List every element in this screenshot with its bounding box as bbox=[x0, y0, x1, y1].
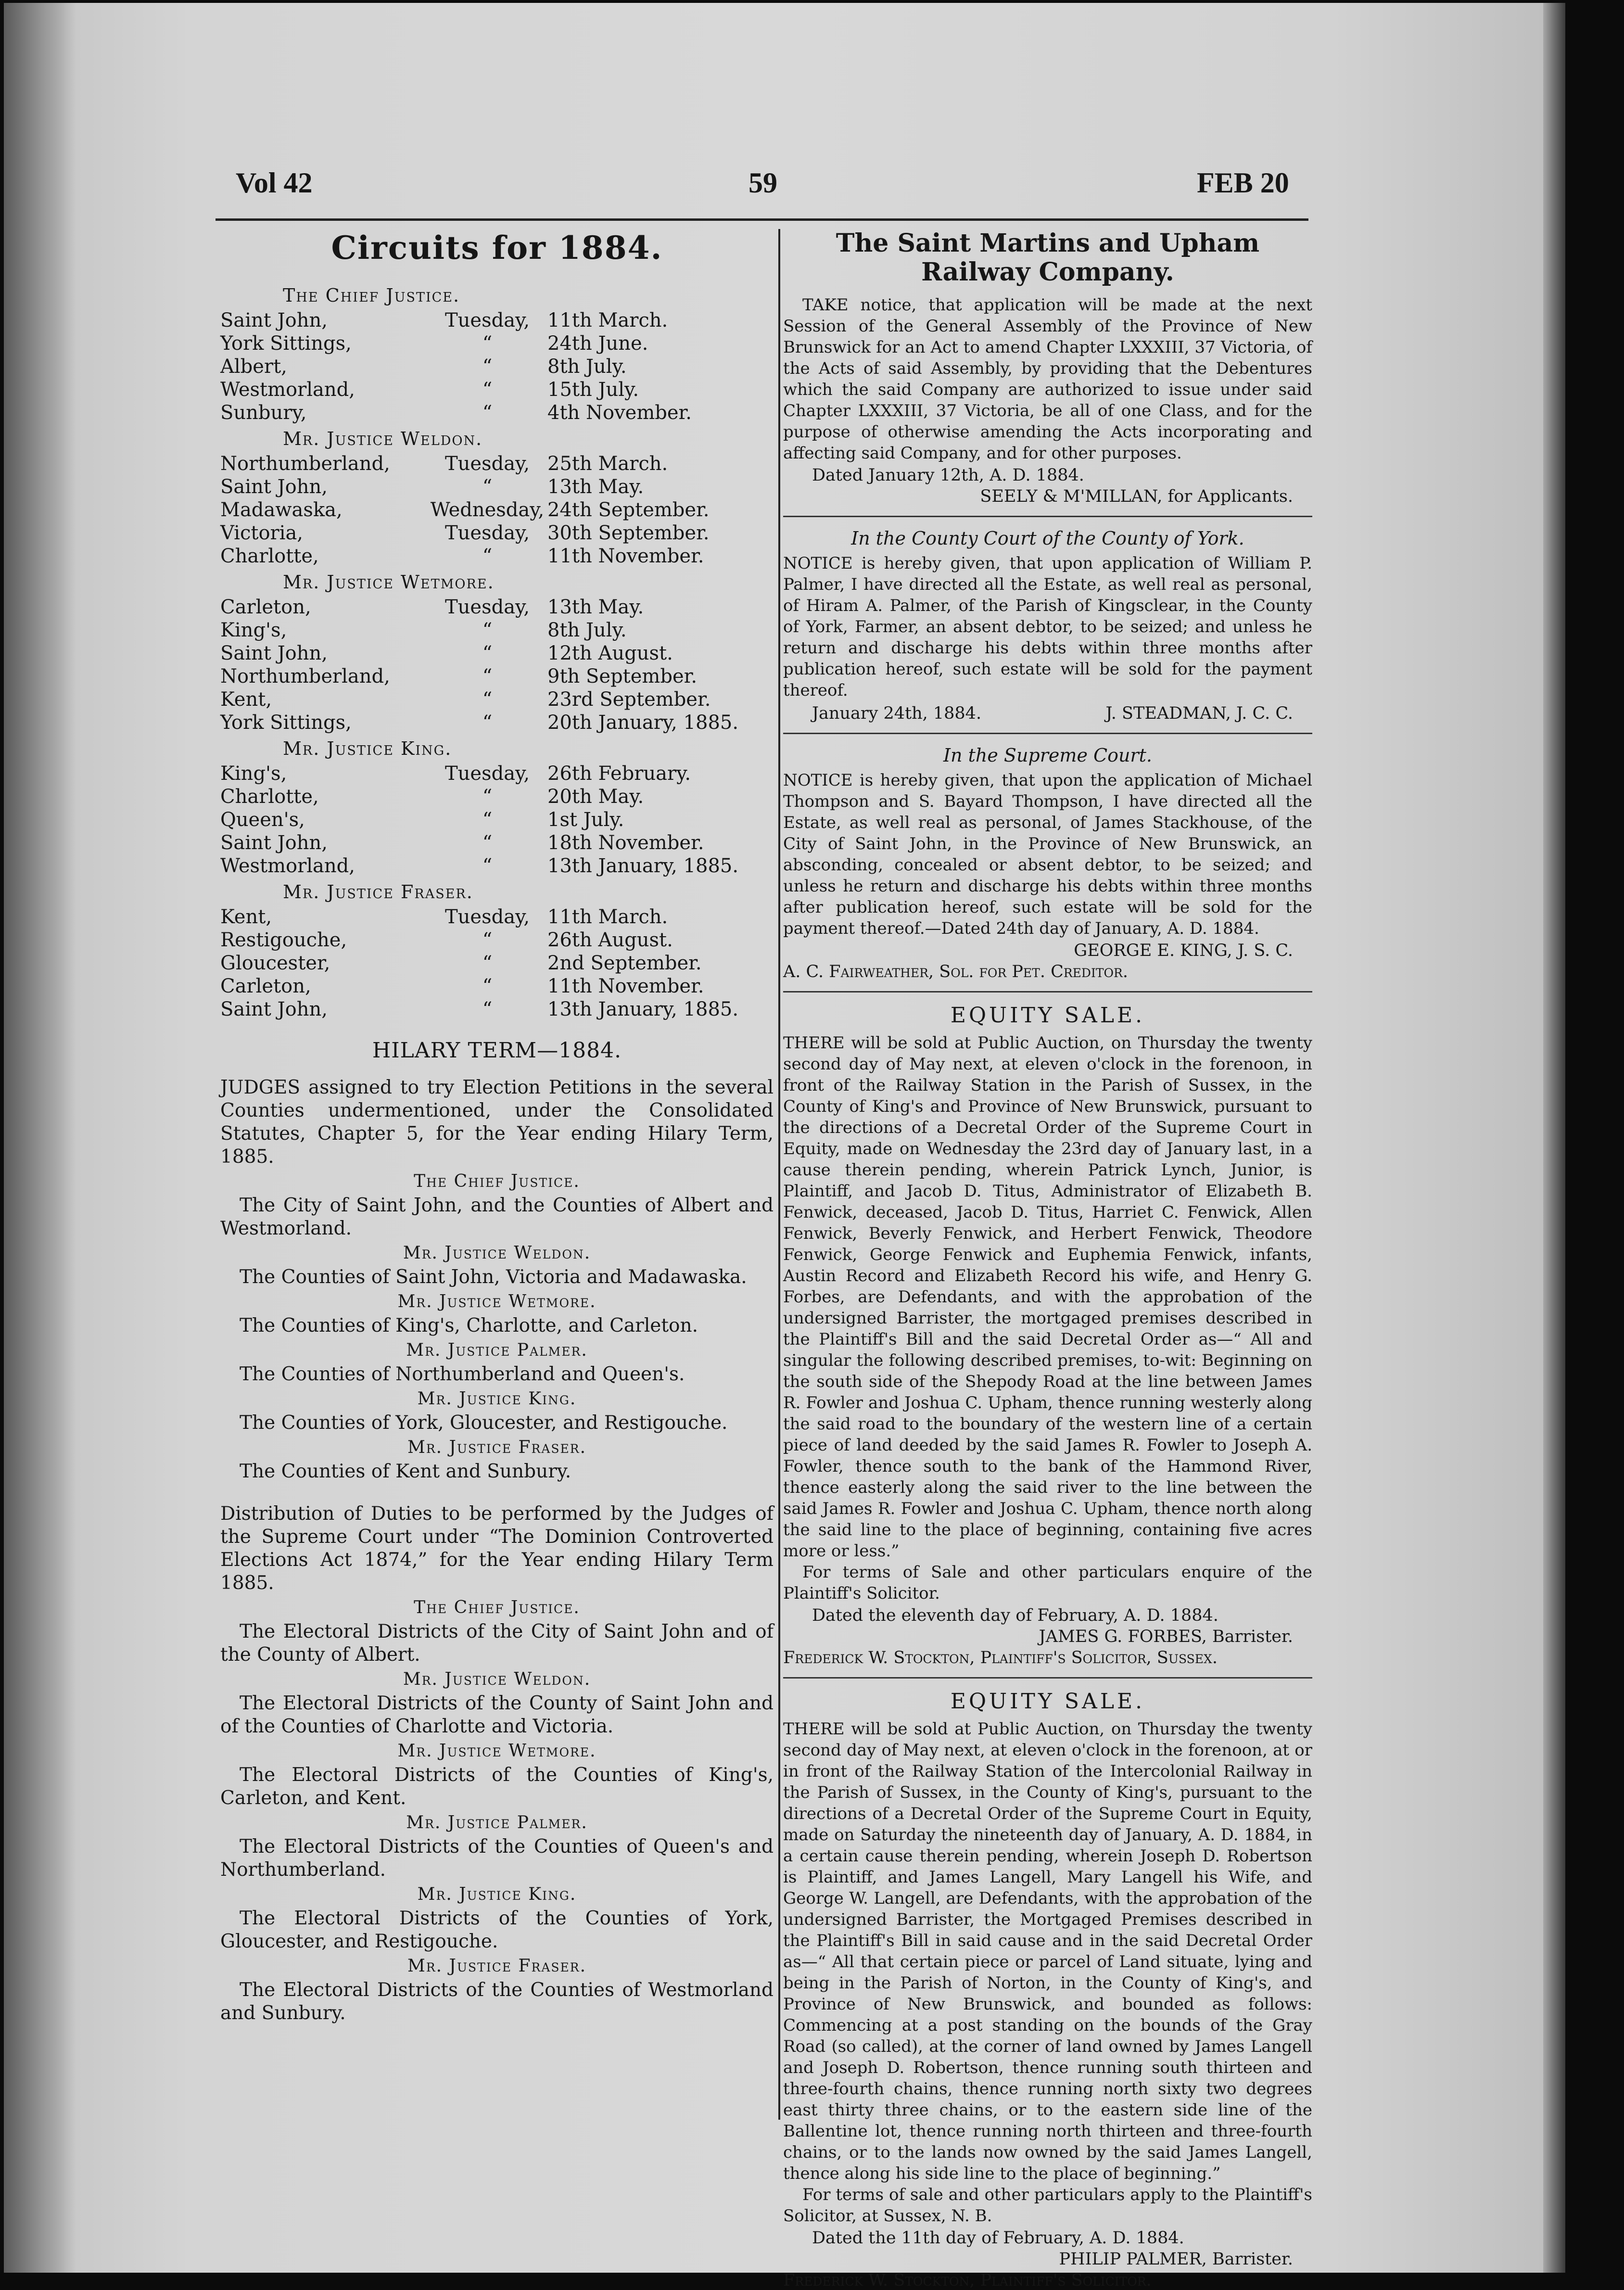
circuit-date: 4th November. bbox=[547, 402, 692, 424]
judge-heading: Mr. Justice Wetmore. bbox=[397, 1741, 596, 1761]
circuit-row bbox=[220, 808, 774, 831]
circuit-day: Tuesday, bbox=[444, 309, 530, 331]
circuit-day: “ bbox=[482, 929, 493, 951]
circuit-day: “ bbox=[482, 832, 493, 854]
circuit-day: “ bbox=[482, 998, 493, 1020]
circuit-date: 25th March. bbox=[547, 453, 668, 475]
circuit-date: 30th September. bbox=[547, 522, 710, 544]
equity-sale-title: EQUITY SALE. bbox=[950, 1003, 1145, 1028]
supreme-court-signature: GEORGE E. KING, J. S. C. bbox=[1074, 941, 1293, 960]
circuit-row bbox=[220, 785, 774, 808]
circuit-date: 24th September. bbox=[547, 499, 710, 521]
circuit-row bbox=[220, 711, 774, 734]
judge-heading: Mr. Justice Wetmore. bbox=[283, 572, 495, 593]
left-column bbox=[220, 229, 774, 2025]
railway-signature: SEELY & M'MILLAN, for Applicants. bbox=[980, 487, 1293, 506]
page-number: 59 bbox=[749, 167, 777, 199]
equity-sale-solicitor: Frederick W. Stockton, Plaintiff's Solicitor. bbox=[783, 2271, 1152, 2290]
circuit-row bbox=[220, 831, 774, 854]
county-court-footer bbox=[812, 704, 1293, 723]
circuit-day: “ bbox=[482, 545, 493, 567]
equity-sale-signature: PHILIP PALMER, Barrister. bbox=[1059, 2250, 1293, 2269]
election-assignment: The Counties of York, Gloucester, and Restigouche. bbox=[240, 1412, 728, 1434]
right-column bbox=[783, 229, 1312, 2290]
railway-title: The Saint Martins and Upham Railway Company. bbox=[836, 229, 1260, 287]
circuit-day: Tuesday, bbox=[444, 596, 530, 618]
section-rule bbox=[783, 991, 1312, 992]
equity-sale-solicitor: Frederick W. Stockton, Plaintiff's Solicitor, Sussex. bbox=[783, 1648, 1218, 1667]
circuit-row bbox=[220, 975, 774, 998]
judge-heading: Mr. Justice King. bbox=[417, 1884, 577, 1904]
section-rule bbox=[783, 1677, 1312, 1679]
judge-heading: The Chief Justice. bbox=[414, 1171, 580, 1191]
circuit-row bbox=[220, 998, 774, 1021]
election-assignment: The Counties of Northumberland and Queen's. bbox=[240, 1363, 685, 1385]
circuit-row bbox=[220, 401, 774, 424]
circuit-date: 8th July. bbox=[547, 356, 627, 378]
circuit-day: “ bbox=[482, 855, 493, 877]
section-rule bbox=[783, 516, 1312, 517]
circuit-date: 2nd September. bbox=[547, 952, 702, 974]
circuit-date: 1st July. bbox=[547, 809, 624, 831]
circuit-date: 11th November. bbox=[547, 545, 704, 567]
circuit-place: Westmorland, bbox=[220, 379, 355, 401]
circuit-place: Charlotte, bbox=[220, 545, 319, 567]
circuit-day: “ bbox=[482, 809, 493, 831]
circuit-place: Carleton, bbox=[220, 596, 311, 618]
judge-heading: Mr. Justice Fraser. bbox=[407, 1956, 587, 1976]
circuit-day: “ bbox=[482, 356, 493, 378]
circuit-judge-block bbox=[220, 428, 774, 568]
election-assignment: The City of Saint John, and the Counties of Albert and Westmorland. bbox=[220, 1195, 774, 1239]
circuit-row bbox=[220, 929, 774, 952]
circuit-judge-block bbox=[220, 738, 774, 878]
circuit-row bbox=[220, 665, 774, 688]
circuit-row bbox=[220, 309, 774, 332]
supreme-court-notice bbox=[783, 745, 1312, 981]
circuit-place: Saint John, bbox=[220, 832, 328, 854]
election-assignment: The Counties of Saint John, Victoria and Madawaska. bbox=[240, 1266, 747, 1288]
equity-sale-1 bbox=[783, 1003, 1312, 1667]
circuit-date: 8th July. bbox=[547, 619, 627, 641]
circuit-place: Saint John, bbox=[220, 309, 328, 331]
hilary-term-title: HILARY TERM—1884. bbox=[372, 1038, 622, 1063]
circuit-day: “ bbox=[482, 688, 493, 711]
circuit-date: 13th May. bbox=[547, 596, 644, 618]
judge-heading: The Chief Justice. bbox=[414, 1598, 580, 1617]
circuit-judge-block bbox=[220, 881, 774, 1021]
distribution-assignment: The Electoral Districts of the County of Saint John and of the Counties of Charlotte and Victoria. bbox=[220, 1692, 774, 1737]
circuit-day: “ bbox=[482, 379, 493, 401]
circuit-row bbox=[220, 545, 774, 568]
judge-heading: Mr. Justice Weldon. bbox=[403, 1669, 591, 1689]
equity-sale-terms: For terms of sale and other particulars apply to the Plaintiff's Solicitor, at Sussex, N. B. bbox=[783, 2185, 1312, 2226]
railway-dated: Dated January 12th, A. D. 1884. bbox=[812, 466, 1084, 485]
equity-sale-signature: JAMES G. FORBES, Barrister. bbox=[1039, 1627, 1293, 1646]
election-intro: JUDGES assigned to try Election Petitions in the several Counties undermentioned, under the Consolidated Statutes, Chapter 5, for the Year ending Hilary Term, 1885. bbox=[220, 1077, 774, 1168]
circuit-day: Tuesday, bbox=[444, 453, 530, 475]
circuit-row bbox=[220, 688, 774, 711]
judge-heading: Mr. Justice Palmer. bbox=[406, 1340, 588, 1360]
county-court-body: NOTICE is hereby given, that upon application of William P. Palmer, I have directed all the Estate, as well real as personal, of Hiram A. Palmer, of the Parish of Kingsclear, in the County of York, Farmer, an absent debtor, to be seized; and unless he return and discharge his debts within three months after publication hereof, such estate will be sold for the payment thereof. bbox=[783, 554, 1312, 700]
circuit-day: “ bbox=[482, 665, 493, 687]
column-divider bbox=[778, 229, 780, 2120]
circuit-date: 11th March. bbox=[547, 309, 668, 331]
circuit-day: Tuesday, bbox=[444, 522, 530, 544]
county-court-notice bbox=[783, 528, 1312, 723]
railway-body: TAKE notice, that application will be made at the next Session of the General Assembly of the Province of New Brunswick for an Act to amend Chapter LXXXIII, 37 Victoria, of the Acts of said Assembly, by providing that the Debentures which the said Company are authorized to issue under said Chapter LXXXIII, 37 Victoria, be all of one Class, and for the purpose of otherwise amending the Acts incorporating and affecting said Company, and for other purposes. bbox=[783, 295, 1312, 463]
circuit-place: King's, bbox=[220, 763, 287, 785]
circuit-row bbox=[220, 642, 774, 665]
circuit-row bbox=[220, 854, 774, 878]
section-rule bbox=[783, 733, 1312, 734]
circuit-day: Tuesday, bbox=[444, 763, 530, 785]
judge-heading: The Chief Justice. bbox=[283, 285, 460, 306]
equity-sale-dated: Dated the 11th day of February, A. D. 1884. bbox=[812, 2228, 1184, 2248]
supreme-court-body: NOTICE is hereby given, that upon the application of Michael Thompson and S. Bayard Thompson, I have directed all the Estate, as well real as personal, of James Stackhouse, of the City of Saint John, in the Province of New Brunswick, an absconding, concealed or absent debtor, to be seized; and unless he return and discharge his debts within three months after publication hereof, such estate will be sold for the payment thereof.—Dated 24th day of January, A. D. 1884. bbox=[783, 771, 1312, 938]
circuits-title: Circuits for 1884. bbox=[331, 229, 663, 267]
circuit-place: Charlotte, bbox=[220, 786, 319, 808]
circuit-place: Restigouche, bbox=[220, 929, 347, 951]
circuit-day: “ bbox=[482, 619, 493, 641]
circuit-row bbox=[220, 952, 774, 975]
judge-heading: Mr. Justice King. bbox=[417, 1389, 577, 1409]
circuit-place: Saint John, bbox=[220, 998, 328, 1020]
circuit-place: Victoria, bbox=[220, 522, 304, 544]
circuit-date: 26th February. bbox=[547, 763, 691, 785]
circuit-place: Madawaska, bbox=[220, 499, 343, 521]
circuit-date: 13th May. bbox=[547, 476, 644, 498]
county-court-dated: January 24th, 1884. bbox=[812, 704, 982, 723]
election-assignment: The Counties of King's, Charlotte, and Carleton. bbox=[240, 1315, 698, 1336]
circuit-place: Northumberland, bbox=[220, 453, 390, 475]
circuit-day: “ bbox=[482, 642, 493, 664]
circuit-place: Northumberland, bbox=[220, 665, 390, 687]
circuit-row bbox=[220, 905, 774, 929]
equity-sale-body: THERE will be sold at Public Auction, on Thursday the twenty second day of May next, at eleven o'clock in the forenoon, in front of the Railway Station in the Parish of Sussex, in the County of King's and Province of New Brunswick, pursuant to the directions of a Decretal Order of the Supreme Court in Equity, made on Wednesday the 23rd day of January last, in a cause therein pending, wherein Patrick Lynch, Junior, is Plaintiff, and Jacob D. Titus, Administrator of Elizabeth B. Fenwick, deceased, Jacob D. Titus, Harriet C. Fenwick, Allen Fenwick, Beverly Fenwick, and Herbert Fenwick, Theodore Fenwick, George Fenwick and Euphemia Fenwick, infants, Austin Record and Elizabeth Record his wife, and Henry G. Forbes, are Defendants, and with the approbation of the undersigned Barrister, the mortgaged premises described in the Plaintiff's Bill and the said Decretal Order as—“ All and singular the following described premises, to-wit: Beginning on the south side of the Shepody Road at the line between James R. Fowler and Joshua C. Upham, thence running westerly along the said road to the boundary of the western line of a certain piece of land deeded by the said James R. Fowler to Joseph A. Fowler, thence south to the bank of the Hammond River, thence easterly along the said river to the line between the said James R. Fowler and Joshua C. Upham, thence north along the said line to the place of beginning, containing five acres more or less.” bbox=[783, 1033, 1312, 1561]
circuit-place: Gloucester, bbox=[220, 952, 330, 974]
circuit-place: York Sittings, bbox=[220, 712, 352, 734]
circuit-place: Sunbury, bbox=[220, 402, 307, 424]
circuit-place: Albert, bbox=[220, 356, 287, 378]
circuit-judge-block bbox=[220, 285, 774, 424]
circuit-place: Queen's, bbox=[220, 809, 305, 831]
circuit-place: Kent, bbox=[220, 906, 272, 928]
circuit-day: “ bbox=[482, 476, 493, 498]
distribution-assignment: The Electoral Districts of the City of Saint John and of the County of Albert. bbox=[220, 1621, 774, 1666]
distribution-assignment: The Electoral Districts of the Counties of Queen's and Northumberland. bbox=[220, 1836, 774, 1881]
page-edge bbox=[1543, 3, 1565, 2273]
judge-heading: Mr. Justice Palmer. bbox=[406, 1813, 588, 1832]
circuit-row bbox=[220, 619, 774, 642]
supreme-court-heading: In the Supreme Court. bbox=[943, 745, 1152, 766]
circuit-date: 20th May. bbox=[547, 786, 644, 808]
election-assignment: The Counties of Kent and Sunbury. bbox=[240, 1461, 571, 1482]
circuit-date: 24th June. bbox=[547, 332, 648, 355]
railway-notice bbox=[783, 229, 1312, 506]
equity-sale-dated: Dated the eleventh day of February, A. D. 1884. bbox=[812, 1606, 1218, 1625]
circuit-day: “ bbox=[482, 786, 493, 808]
circuit-row bbox=[220, 522, 774, 545]
circuit-date: 13th January, 1885. bbox=[547, 998, 739, 1020]
distribution-assignment: The Electoral Districts of the Counties of York, Gloucester, and Restigouche. bbox=[220, 1908, 774, 1952]
judge-heading: Mr. Justice Wetmore. bbox=[397, 1292, 596, 1311]
equity-sale-title: EQUITY SALE. bbox=[950, 1689, 1145, 1714]
circuit-place: Westmorland, bbox=[220, 855, 355, 877]
circuit-day: “ bbox=[482, 952, 493, 974]
header-rule bbox=[216, 218, 1308, 221]
circuit-date: 9th September. bbox=[547, 665, 698, 687]
circuit-day: “ bbox=[482, 712, 493, 734]
judge-heading: Mr. Justice Fraser. bbox=[283, 881, 473, 903]
circuit-row bbox=[220, 475, 774, 498]
circuit-date: 11th November. bbox=[547, 975, 704, 997]
circuit-place: Kent, bbox=[220, 688, 272, 711]
circuit-date: 11th March. bbox=[547, 906, 668, 928]
equity-sale-body: THERE will be sold at Public Auction, on Thursday the twenty second day of May next, at eleven o'clock in the forenoon, at or in front of the Railway Station of the Intercolonial Railway in the Parish of Sussex, in the County of King's, pursuant to the directions of a Decretal Order of the Supreme Court in Equity, made on Saturday the nineteenth day of January, A. D. 1884, in a certain cause therein pending, wherein Joseph D. Robertson is Plaintiff, and James Langell, Mary Langell his Wife, and George W. Langell, are Defendants, with the approbation of the undersigned Barrister, the Mortgaged Premises described in the Plaintiff's Bill in said cause and in the said Decretal Order as—“ All that certain piece or parcel of Land situate, lying and being in the Parish of Norton, in the County of King's, and Province of New Brunswick, and bounded as follows: Commencing at a post standing on the bounds of the Gray Road (so called), at the corner of land owned by James Langell and Joseph D. Robertson, thence running south thirteen and three-fourth chains, thence running north sixty two degrees east thirty three chains, or to the eastern side line of the Ballentine lot, thence running north thirteen and three-fourth chains, or to the lands now owned by the said James Langell, thence along his side line to the place of beginning.” bbox=[783, 1719, 1312, 2183]
circuit-row bbox=[220, 762, 774, 785]
judge-heading: Mr. Justice Weldon. bbox=[403, 1243, 591, 1263]
circuit-place: Saint John, bbox=[220, 476, 328, 498]
circuit-day: “ bbox=[482, 332, 493, 355]
circuit-day: “ bbox=[482, 975, 493, 997]
circuit-judge-block bbox=[220, 572, 774, 734]
page-fold-shadow bbox=[4, 3, 76, 2273]
circuit-row bbox=[220, 332, 774, 355]
judge-heading: Mr. Justice Weldon. bbox=[283, 428, 483, 449]
circuit-place: York Sittings, bbox=[220, 332, 352, 355]
circuit-place: Carleton, bbox=[220, 975, 311, 997]
circuit-date: 23rd September. bbox=[547, 688, 711, 711]
issue-date: FEB 20 bbox=[1197, 167, 1289, 199]
circuit-day: Wednesday, bbox=[430, 499, 545, 521]
county-court-signature: J. STEADMAN, J. C. C. bbox=[1105, 704, 1293, 723]
gazette-page bbox=[4, 3, 1565, 2290]
equity-sale-2 bbox=[783, 1689, 1312, 2290]
circuit-row bbox=[220, 378, 774, 401]
circuit-date: 26th August. bbox=[547, 929, 673, 951]
judge-heading: Mr. Justice King. bbox=[283, 738, 452, 759]
circuit-date: 13th January, 1885. bbox=[547, 855, 739, 877]
circuit-date: 20th January, 1885. bbox=[547, 712, 739, 734]
judge-heading: Mr. Justice Fraser. bbox=[407, 1438, 587, 1457]
circuit-row bbox=[220, 498, 774, 522]
distribution-assignment: The Electoral Districts of the Counties of King's, Carleton, and Kent. bbox=[220, 1764, 774, 1809]
circuit-date: 12th August. bbox=[547, 642, 673, 664]
volume-label: Vol 42 bbox=[236, 167, 313, 199]
circuit-date: 15th July. bbox=[547, 379, 639, 401]
circuit-date: 18th November. bbox=[547, 832, 704, 854]
circuit-place: King's, bbox=[220, 619, 287, 641]
circuit-row bbox=[220, 355, 774, 378]
circuit-row bbox=[220, 596, 774, 619]
circuit-row bbox=[220, 452, 774, 475]
supreme-court-solicitor: A. C. Fairweather, Sol. for Pet. Creditor. bbox=[783, 962, 1128, 981]
county-court-heading: In the County Court of the County of York. bbox=[851, 528, 1244, 549]
distribution-intro: Distribution of Duties to be performed by the Judges of the Supreme Court under “The Dominion Controverted Elections Act 1874,” for the Year ending Hilary Term 1885. bbox=[220, 1503, 774, 1594]
circuit-place: Saint John, bbox=[220, 642, 328, 664]
equity-sale-terms: For terms of Sale and other particulars enquire of the Plaintiff's Solicitor. bbox=[783, 1563, 1312, 1603]
distribution-assignment: The Electoral Districts of the Counties of Westmorland and Sunbury. bbox=[220, 1979, 774, 2024]
circuit-day: “ bbox=[482, 402, 493, 424]
circuit-day: Tuesday, bbox=[444, 906, 530, 928]
